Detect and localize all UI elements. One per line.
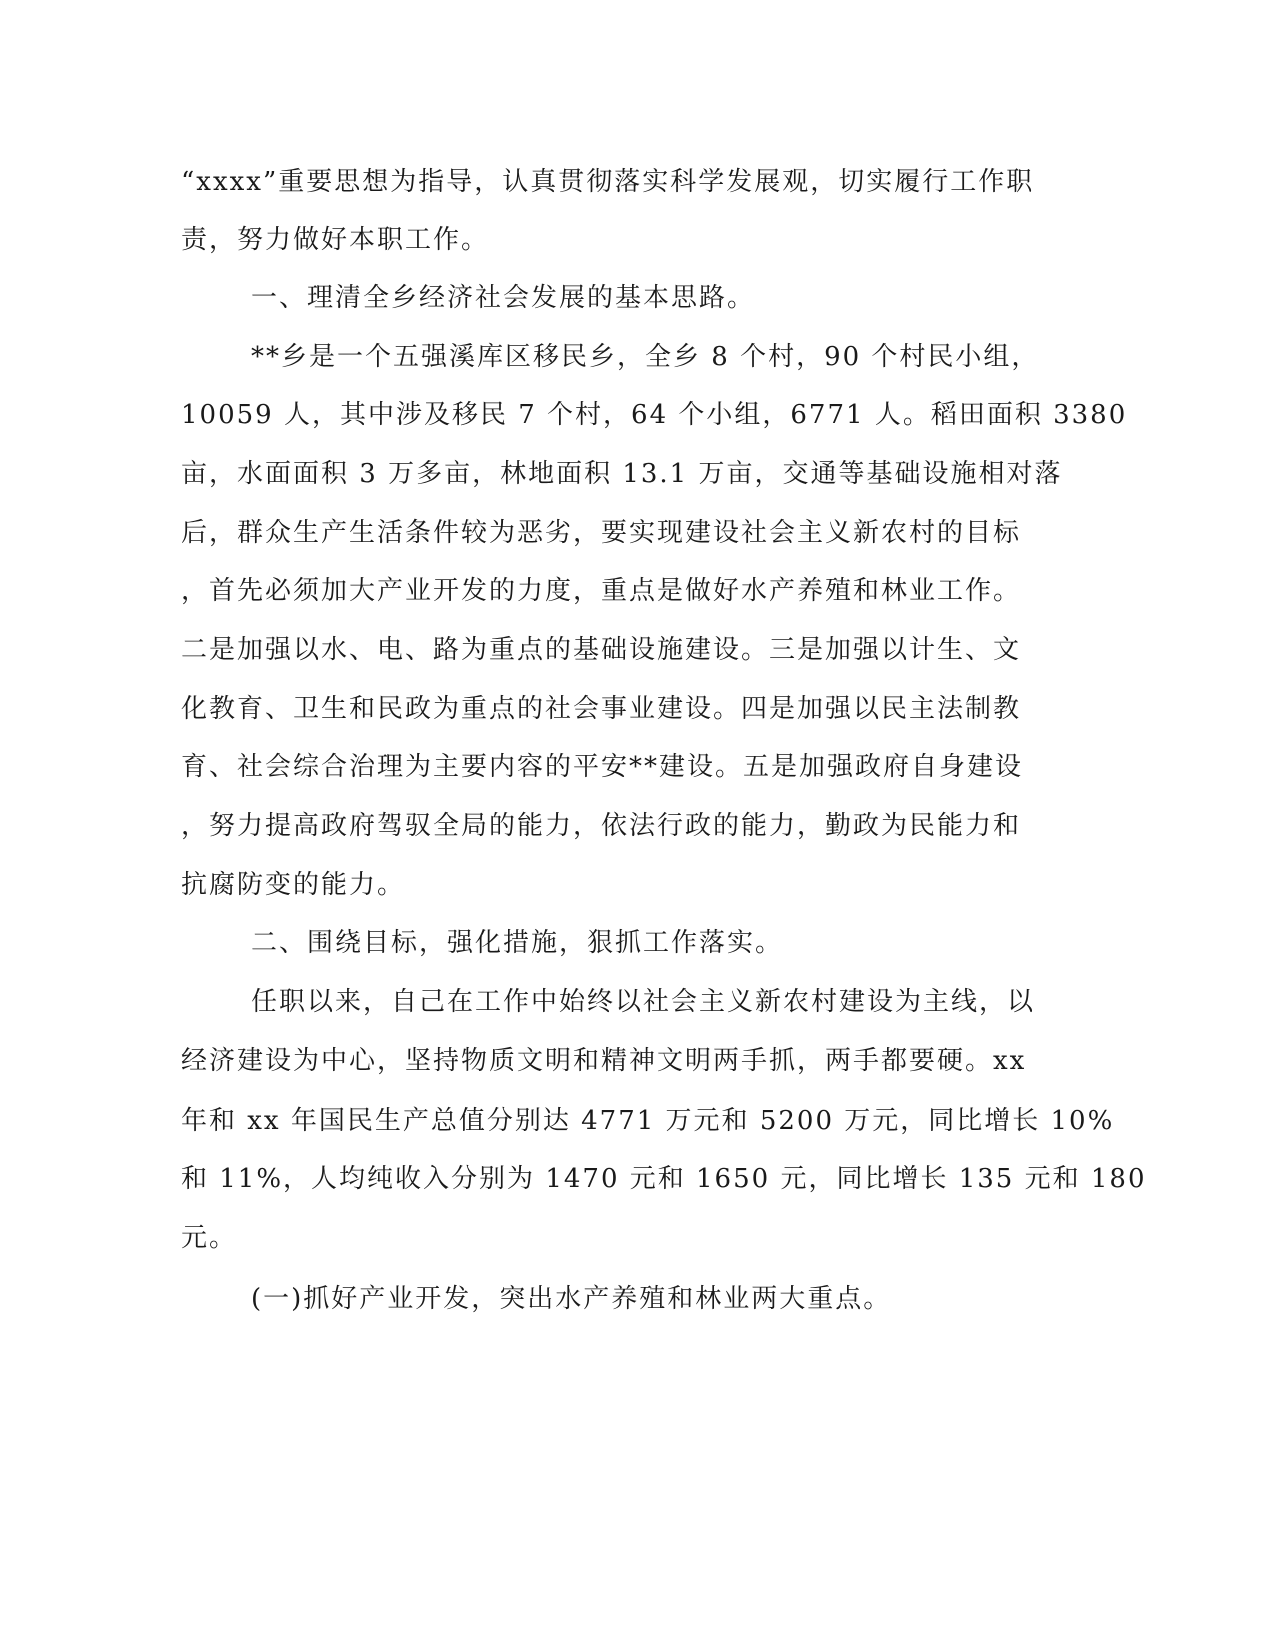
text-line: 抗腐防变的能力。 xyxy=(181,870,406,900)
text-line: 亩，水面面积 3 万多亩，林地面积 13.1 万亩，交通等基础设施相对落 xyxy=(181,459,1063,489)
section-heading: 二、围绕目标，强化措施，狠抓工作落实。 xyxy=(251,928,784,958)
text-line: 10059 人，其中涉及移民 7 个村，64 个小组，6771 人。稻田面积 3380 xyxy=(181,400,1128,430)
text-line: 育、社会综合治理为主要内容的平安**建设。五是加强政府自身建设 xyxy=(181,752,1024,782)
text-line: 经济建设为中心，坚持物质文明和精神文明两手抓，两手都要硬。xx xyxy=(181,1046,1027,1076)
text-line: 责，努力做好本职工作。 xyxy=(181,225,490,255)
section-heading: 一、理清全乡经济社会发展的基本思路。 xyxy=(251,283,756,313)
text-line: 化教育、卫生和民政为重点的社会事业建设。四是加强以民主法制教 xyxy=(181,694,1022,724)
text-line: 年和 xx 年国民生产总值分别达 4771 万元和 5200 万元，同比增长 10% xyxy=(181,1106,1115,1136)
text-line: ，首先必须加大产业开发的力度，重点是做好水产养殖和林业工作。 xyxy=(181,576,1022,606)
text-line: 和 11%，人均纯收入分别为 1470 元和 1650 元，同比增长 135 元和 180 xyxy=(181,1164,1147,1194)
text-line: 元。 xyxy=(181,1223,238,1253)
text-line: 任职以来，自己在工作中始终以社会主义新农村建设为主线，以 xyxy=(251,987,1036,1017)
text-line: 二是加强以水、电、路为重点的基础设施建设。三是加强以计生、文 xyxy=(181,635,1022,665)
text-line: 后，群众生产生活条件较为恶劣，要实现建设社会主义新农村的目标 xyxy=(181,518,1022,548)
text-line: ，努力提高政府驾驭全局的能力，依法行政的能力，勤政为民能力和 xyxy=(181,811,1022,841)
text-line: “xxxx”重要思想为指导，认真贯彻落实科学发展观，切实履行工作职 xyxy=(181,167,1035,197)
subsection-heading: (一)抓好产业开发，突出水产养殖和林业两大重点。 xyxy=(251,1284,892,1314)
text-line: **乡是一个五强溪库区移民乡，全乡 8 个村，90 个村民小组， xyxy=(251,342,1040,372)
